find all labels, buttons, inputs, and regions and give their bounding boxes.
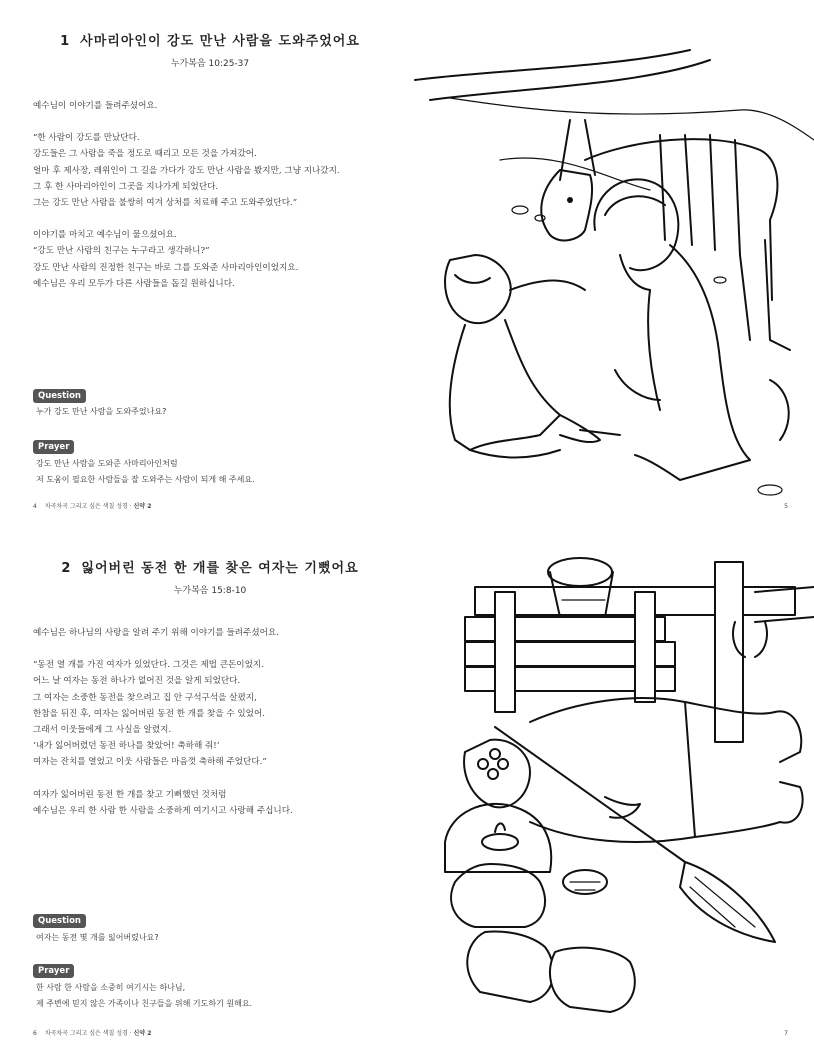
prayer-line: 제 주변에 믿지 않은 가족이나 친구들을 위해 기도하기 원해요. <box>36 999 253 1008</box>
prayer-label: Prayer <box>33 964 74 978</box>
intro-line: 예수님이 이야기를 들려주셨어요. <box>33 101 158 111</box>
story-line: ‘내가 잃어버렸던 동전 하나를 찾았어! 축하해 줘!’ <box>33 741 220 752</box>
text-page-2 <box>0 527 410 1054</box>
closing-line: 이야기를 마치고 예수님이 물으셨어요. <box>33 230 177 241</box>
page-number-right: 7 <box>784 1030 788 1037</box>
question-label: Question <box>33 389 86 403</box>
page-title <box>0 557 410 576</box>
story-line: 얼마 후 제사장, 레위인이 그 길을 가다가 강도 만난 사람을 봤지만, 그냥 지나갔지. <box>33 165 340 176</box>
volume-label: 신약 2 <box>133 503 152 510</box>
lost-coin-illustration <box>435 542 814 1042</box>
closing-line: 여자가 잃어버린 동전 한 개를 찾고 기뻐했던 것처럼 <box>33 789 227 800</box>
story-number: 2 <box>61 561 72 576</box>
page-title <box>0 30 410 49</box>
story-line: 그 여자는 소중한 동전을 찾으려고 집 안 구석구석을 살폈지, <box>33 692 257 703</box>
page-number-left: 6 <box>33 1030 37 1037</box>
spread-1 <box>0 0 814 527</box>
text-page-1 <box>0 0 410 527</box>
story-number: 1 <box>60 34 71 49</box>
book-title: 차곡차곡 그리고 싶은 색칠 성경 · <box>44 1030 132 1037</box>
spread-2 <box>0 527 814 1054</box>
prayer-line: 저 도움이 필요한 사람들을 잘 도와주는 사람이 되게 해 주세요. <box>36 475 255 484</box>
illustration-page-2 <box>410 527 814 1054</box>
closing-line: 예수님은 우리 모두가 다른 사람들을 돕길 원하십니다. <box>33 278 235 289</box>
story-title: 사마리아인이 강도 만난 사람을 도와주었어요 <box>80 34 360 49</box>
story-line: 그 후 한 사마리아인이 그곳을 지나가게 되었단다. <box>33 181 219 192</box>
good-samaritan-illustration <box>410 40 814 510</box>
story-line: “동전 열 개를 가진 여자가 있었단다. 그것은 제법 큰돈이었지. <box>33 660 264 671</box>
page-number-left: 4 <box>33 503 37 510</box>
closing-line: 강도 만난 사람의 진정한 친구는 바로 그를 도와준 사마리아인이었지요. <box>33 262 299 273</box>
illustration-page-1 <box>410 0 814 527</box>
footer-left <box>33 1028 151 1037</box>
closing-line: 예수님은 우리 한 사람 한 사람을 소중하게 여기시고 사랑해 주십니다. <box>33 805 293 816</box>
scripture-reference: 누가복음 10:25-37 <box>170 59 250 69</box>
scripture-reference: 누가복음 15:8-10 <box>173 586 247 596</box>
story-line: “한 사람이 강도를 만났단다. <box>33 133 140 144</box>
story-line: 강도들은 그 사람을 죽을 정도로 때리고 모든 것을 가져갔어. <box>33 149 257 160</box>
prayer-line: 강도 만난 사람을 도와준 사마리아인처럼 <box>36 459 178 468</box>
story-line: 한참을 뒤진 후, 여자는 잃어버린 동전 한 개를 찾을 수 있었어. <box>33 708 266 719</box>
page-number-right: 5 <box>784 503 788 510</box>
story-line: 여자는 잔치를 열었고 이웃 사람들은 마음껏 축하해 주었단다.” <box>33 757 267 768</box>
story-line: 그래서 이웃들에게 그 사실을 알렸지. <box>33 725 172 736</box>
closing-line: “강도 만난 사람의 친구는 누구라고 생각하니?” <box>33 246 210 257</box>
story-line: 그는 강도 만난 사람을 불쌍히 여겨 상처를 치료해 주고 도와주었단다.” <box>33 198 298 209</box>
prayer-label: Prayer <box>33 440 74 454</box>
volume-label: 신약 2 <box>133 1030 152 1037</box>
prayer-line: 한 사람 한 사람을 소중히 여기시는 하나님, <box>36 983 186 992</box>
book-title: 차곡차곡 그리고 싶은 색칠 성경 · <box>44 503 132 510</box>
question-text: 여자는 동전 몇 개를 잃어버렸나요? <box>36 933 159 942</box>
question-text: 누가 강도 만난 사람을 도와주었나요? <box>36 407 167 416</box>
footer-left <box>33 501 151 510</box>
intro-line: 예수님은 하나님의 사랑을 알려 주기 위해 이야기를 들려주셨어요. <box>33 628 279 638</box>
story-body <box>33 625 393 835</box>
story-line: 어느 날 여자는 동전 하나가 없어진 것을 알게 되었단다. <box>33 676 241 687</box>
story-title: 잃어버린 동전 한 개를 찾은 여자는 기뻤어요 <box>81 561 359 576</box>
question-label: Question <box>33 914 86 928</box>
story-body <box>33 98 393 308</box>
